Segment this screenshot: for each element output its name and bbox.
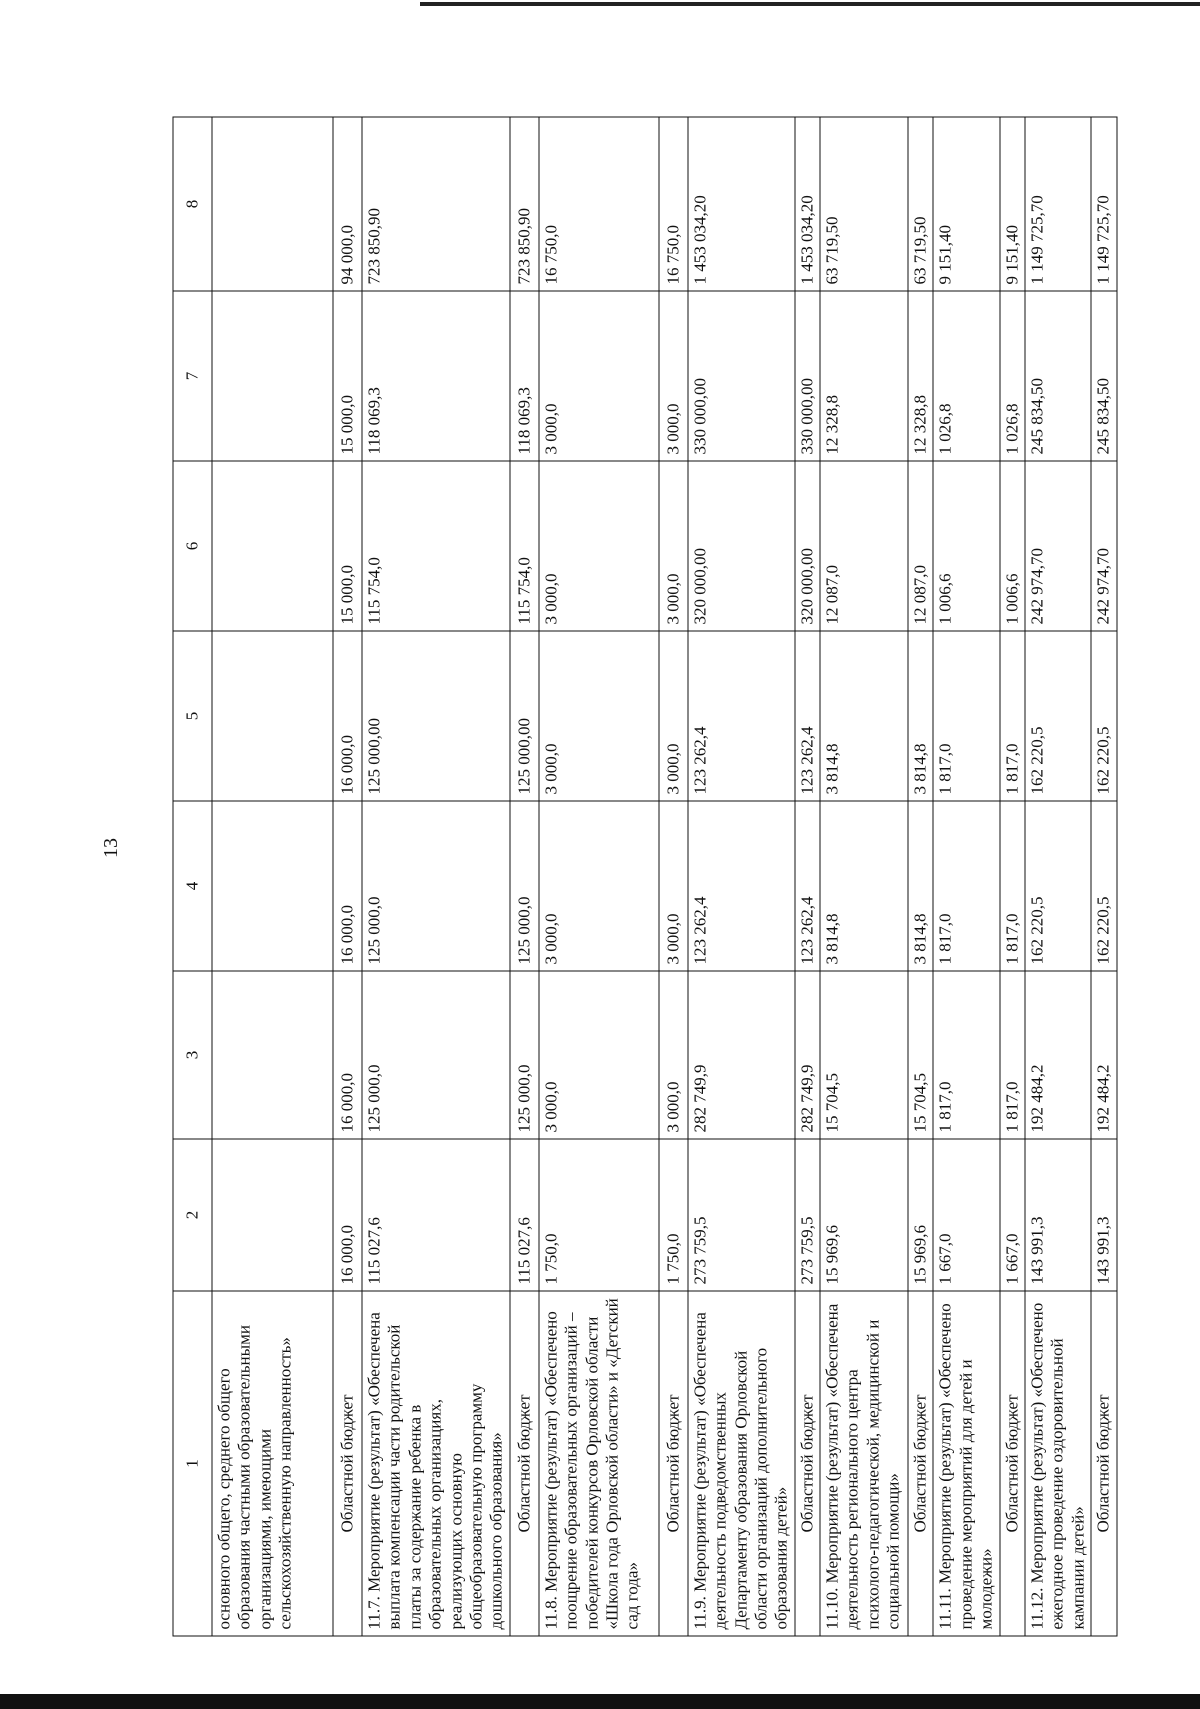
amount-cell: 1 817,0 [999,971,1024,1139]
budget-source-label: Областной бюджет [794,1291,819,1636]
amount-cell: 1 750,0 [658,1139,687,1291]
amount-cell: 16 000,0 [333,971,362,1139]
budget-source-label: Областной бюджет [999,1291,1024,1636]
table-row [1025,117,1091,1636]
amount-cell [212,117,333,291]
amount-cell: 16 000,0 [333,801,362,971]
budget-source-label: Областной бюджет [658,1291,687,1636]
amount-cell: 1 667,0 [999,1139,1024,1291]
subtotal-row [999,117,1024,1636]
amount-cell: 245 834,50 [1025,291,1091,461]
amount-cell: 123 262,4 [687,631,794,801]
activity-name: 11.12. Мероприятие (результат) «Обеспечено ежегодное проведение оздоровительной кампании детей» [1025,1291,1091,1636]
amount-cell: 63 719,50 [908,117,933,291]
amount-cell: 15 969,6 [820,1139,908,1291]
budget-source-label: Областной бюджет [908,1291,933,1636]
amount-cell: 330 000,00 [794,291,819,461]
subtotal-row [509,117,538,1636]
subtotal-row [908,117,933,1636]
amount-cell: 12 087,0 [908,461,933,631]
amount-cell: 15 969,6 [908,1139,933,1291]
amount-cell: 282 749,9 [687,971,794,1139]
amount-cell: 3 000,0 [538,801,658,971]
amount-cell: 1 667,0 [933,1139,999,1291]
amount-cell: 15 704,5 [908,971,933,1139]
amount-cell: 1 453 034,20 [794,117,819,291]
amount-cell: 3 814,8 [908,801,933,971]
amount-cell: 1 750,0 [538,1139,658,1291]
table-body [212,117,1117,1636]
amount-cell: 1 817,0 [999,631,1024,801]
amount-cell: 192 484,2 [1091,971,1116,1139]
amount-cell: 1 817,0 [933,971,999,1139]
amount-cell: 118 069,3 [362,291,510,461]
amount-cell [212,461,333,631]
amount-cell: 3 000,0 [538,971,658,1139]
page-number: 13 [100,838,122,858]
table-container [172,117,1113,1636]
amount-cell [212,1139,333,1291]
amount-cell: 123 262,4 [794,631,819,801]
amount-cell: 118 069,3 [509,291,538,461]
activity-name: 11.10. Мероприятие (результат) «Обеспечена деятельность регионального центра психолого-педагогической, медицинской и социальной помощи» [820,1291,908,1636]
amount-cell: 123 262,4 [794,801,819,971]
amount-cell: 3 000,0 [658,971,687,1139]
amount-cell: 12 328,8 [908,291,933,461]
amount-cell: 3 000,0 [658,291,687,461]
amount-cell: 123 262,4 [687,801,794,971]
amount-cell: 3 000,0 [658,801,687,971]
amount-cell: 15 704,5 [820,971,908,1139]
subtotal-row [794,117,819,1636]
amount-cell [212,801,333,971]
amount-cell: 125 000,0 [509,971,538,1139]
table-row [820,117,908,1636]
amount-cell: 1 006,6 [999,461,1024,631]
amount-cell: 242 974,70 [1091,461,1116,631]
amount-cell: 192 484,2 [1025,971,1091,1139]
table-row [212,117,333,1636]
budget-table [172,116,1117,1636]
amount-cell: 162 220,5 [1025,631,1091,801]
amount-cell: 1 453 034,20 [687,117,794,291]
amount-cell: 143 991,3 [1025,1139,1091,1291]
amount-cell: 1 817,0 [933,801,999,971]
subtotal-row [1091,117,1116,1636]
amount-cell: 723 850,90 [362,117,510,291]
column-header: 7 [173,291,212,461]
amount-cell: 1 149 725,70 [1025,117,1091,291]
amount-cell [212,291,333,461]
amount-cell: 1 006,6 [933,461,999,631]
amount-cell [212,971,333,1139]
amount-cell: 1 149 725,70 [1091,117,1116,291]
amount-cell: 330 000,00 [687,291,794,461]
activity-name: 11.8. Мероприятие (результат) «Обеспечено поощрение образовательных организаций – победителей конкурсов Орловской области «Школа года Орловской области» и «Детский сад года» [538,1291,658,1636]
amount-cell: 3 000,0 [538,291,658,461]
column-header: 6 [173,461,212,631]
subtotal-row [658,117,687,1636]
amount-cell: 1 026,8 [933,291,999,461]
amount-cell: 245 834,50 [1091,291,1116,461]
amount-cell: 282 749,9 [794,971,819,1139]
amount-cell: 125 000,0 [509,801,538,971]
amount-cell: 16 000,0 [333,1139,362,1291]
amount-cell: 162 220,5 [1091,631,1116,801]
amount-cell: 273 759,5 [687,1139,794,1291]
table-row [933,117,999,1636]
amount-cell: 320 000,00 [794,461,819,631]
amount-cell: 3 000,0 [538,461,658,631]
amount-cell: 12 087,0 [820,461,908,631]
amount-cell: 115 754,0 [509,461,538,631]
activity-name: 11.7. Мероприятие (результат) «Обеспечена выплата компенсации части родительской платы за содержание ребенка в образовательных организациях, реализующих основную общеобразовательную программу дошкольного образования» [362,1291,510,1636]
column-header: 1 [173,1291,212,1636]
amount-cell: 3 000,0 [658,631,687,801]
amount-cell: 12 328,8 [820,291,908,461]
column-header: 8 [173,117,212,291]
column-header: 5 [173,631,212,801]
amount-cell: 3 814,8 [908,631,933,801]
amount-cell: 16 750,0 [538,117,658,291]
column-header: 2 [173,1139,212,1291]
activity-name: 11.9. Мероприятие (результат) «Обеспечена деятельность подведомственных Департаменту образования Орловской области организаций дополнительного образования детей» [687,1291,794,1636]
amount-cell: 162 220,5 [1025,801,1091,971]
amount-cell: 125 000,0 [362,971,510,1139]
subtotal-row [333,117,362,1636]
amount-cell: 162 220,5 [1091,801,1116,971]
amount-cell: 320 000,00 [687,461,794,631]
amount-cell: 9 151,40 [933,117,999,291]
amount-cell: 16 000,0 [333,631,362,801]
amount-cell: 3 000,0 [658,461,687,631]
budget-source-label: Областной бюджет [509,1291,538,1636]
amount-cell: 1 817,0 [999,801,1024,971]
budget-source-label: Областной бюджет [333,1291,362,1636]
amount-cell: 3 814,8 [820,801,908,971]
budget-source-label: Областной бюджет [1091,1291,1116,1636]
amount-cell: 125 000,00 [509,631,538,801]
amount-cell: 15 000,0 [333,461,362,631]
amount-cell: 115 754,0 [362,461,510,631]
amount-cell: 273 759,5 [794,1139,819,1291]
amount-cell: 15 000,0 [333,291,362,461]
amount-cell: 125 000,00 [362,631,510,801]
activity-name: основного общего, среднего общего образования частными образовательными организациями, имеющими сельскохозяйственную направленность» [212,1291,333,1636]
table-row [687,117,794,1636]
column-header: 4 [173,801,212,971]
amount-cell: 242 974,70 [1025,461,1091,631]
amount-cell: 3 000,0 [538,631,658,801]
table-header-row [173,117,212,1636]
scan-edge-bottom [0,1694,1200,1709]
amount-cell: 1 026,8 [999,291,1024,461]
amount-cell: 723 850,90 [509,117,538,291]
amount-cell: 63 719,50 [820,117,908,291]
amount-cell: 3 814,8 [820,631,908,801]
amount-cell: 16 750,0 [658,117,687,291]
amount-cell: 9 151,40 [999,117,1024,291]
amount-cell [212,631,333,801]
scan-edge-top [420,2,1200,6]
amount-cell: 125 000,0 [362,801,510,971]
amount-cell: 94 000,0 [333,117,362,291]
activity-name: 11.11. Мероприятие (результат) «Обеспечено проведение мероприятий для детей и молодежи» [933,1291,999,1636]
column-header: 3 [173,971,212,1139]
table-row [538,117,658,1636]
amount-cell: 1 817,0 [933,631,999,801]
amount-cell: 115 027,6 [509,1139,538,1291]
amount-cell: 143 991,3 [1091,1139,1116,1291]
table-row [362,117,510,1636]
amount-cell: 115 027,6 [362,1139,510,1291]
